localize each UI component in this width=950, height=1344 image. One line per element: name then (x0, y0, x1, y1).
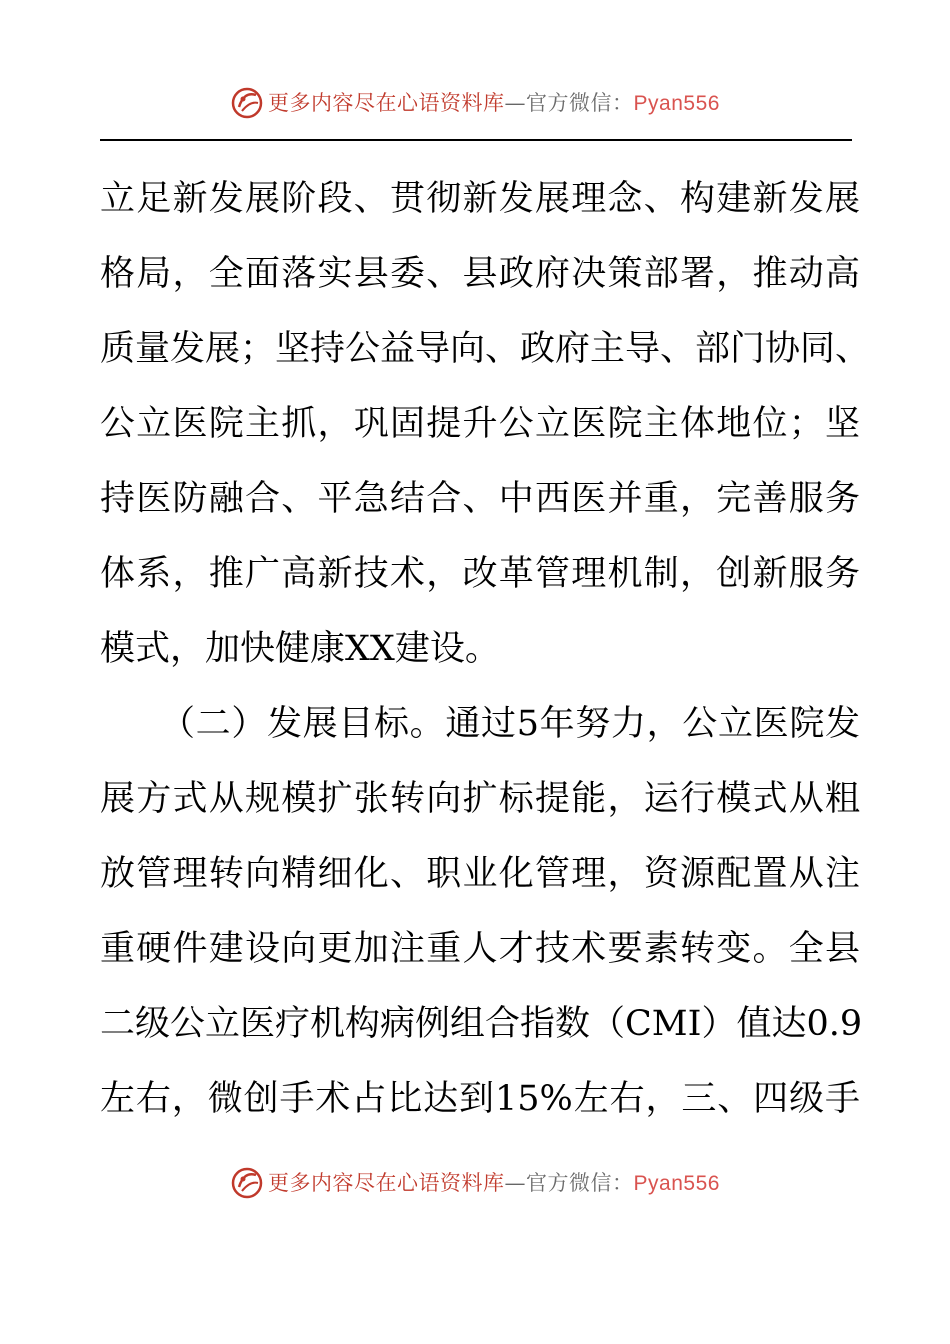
text-line: 重硬件建设向更加注重人才技术要素转变。全县 (100, 929, 860, 969)
brand-logo-icon (230, 1165, 264, 1199)
footer-brand-text: 更多内容尽在心语资料库 (268, 1171, 505, 1195)
header-wechat-id: Pyan556 (633, 92, 720, 115)
header-divider (100, 139, 852, 141)
document-body (100, 162, 871, 1137)
text-line: 二级公立医疗机构病例组合指数（CMI）值达0.9 (100, 1004, 863, 1044)
header-text (268, 87, 720, 117)
brand-logo-icon (230, 85, 264, 119)
text-line: 公立医院主抓，巩固提升公立医院主体地位；坚 (100, 404, 860, 444)
header-brand-text: 更多内容尽在心语资料库 (268, 91, 505, 115)
footer-text (268, 1167, 720, 1197)
text-line: 左右，微创手术占比达到15%左右，三、四级手 (100, 1079, 860, 1119)
footer-banner (0, 1160, 950, 1204)
text-line: 持医防融合、平急结合、中西医并重，完善服务 (100, 479, 860, 519)
footer-separator: — (504, 1171, 527, 1195)
paragraph-heading-line: （二）发展目标。通过5年努力，公立医院发 (160, 704, 860, 744)
header-wechat-label: 官方微信： (526, 91, 634, 115)
footer-wechat-id: Pyan556 (633, 1172, 720, 1195)
text-line: 展方式从规模扩张转向扩标提能，运行模式从粗 (100, 779, 860, 819)
text-line: 放管理转向精细化、职业化管理，资源配置从注 (100, 854, 860, 894)
text-line: 立足新发展阶段、贯彻新发展理念、构建新发展 (100, 179, 860, 219)
header-banner (0, 80, 950, 124)
header-separator: — (504, 91, 527, 115)
text-line: 质量发展；坚持公益导向、政府主导、部门协同、 (100, 329, 871, 369)
footer-wechat-label: 官方微信： (526, 1171, 634, 1195)
text-line: 模式，加快健康XX建设。 (100, 629, 500, 669)
text-line: 体系，推广高新技术，改革管理机制，创新服务 (100, 554, 860, 594)
text-line: 格局，全面落实县委、县政府决策部署，推动高 (100, 254, 860, 294)
